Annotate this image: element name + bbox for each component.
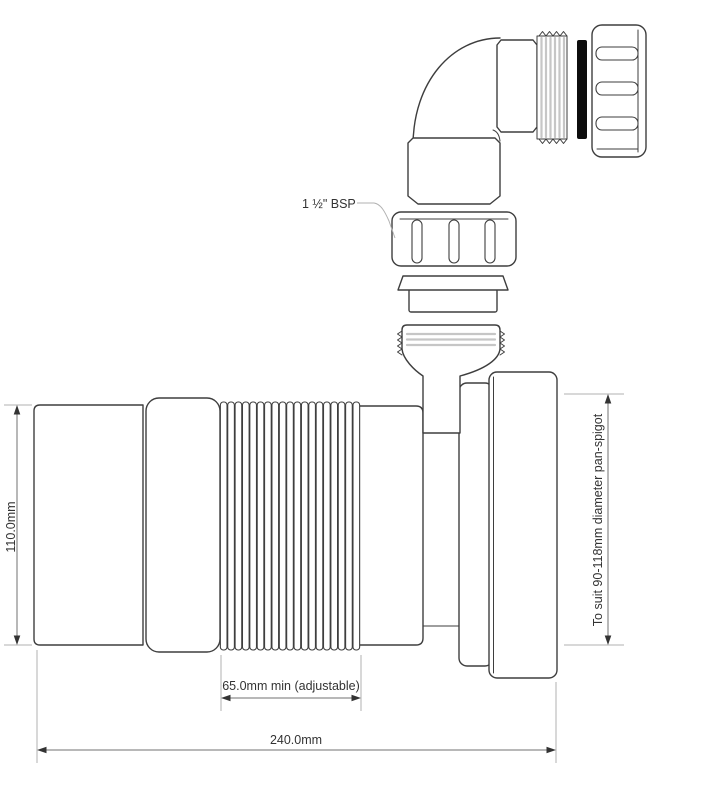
- arrow-left-icon: [37, 747, 47, 754]
- elbow-inlet-socket: [408, 138, 500, 204]
- bellows-rib: [250, 402, 257, 650]
- dimension-height: [4, 405, 32, 645]
- dimension-length: [37, 650, 556, 763]
- hub-seal: [459, 383, 493, 666]
- smooth-pipe-section: [355, 406, 423, 645]
- compression-nut: [592, 25, 646, 157]
- bellows-rib: [338, 402, 345, 650]
- bsp-label: 1 ½" BSP: [302, 197, 356, 211]
- arrow-right-icon: [547, 747, 557, 754]
- dimension-adjustable: [221, 655, 361, 711]
- nut-grip-slot: [596, 82, 638, 95]
- bellows-rib: [228, 402, 235, 650]
- bellows-ribs: [220, 402, 359, 650]
- height-dimension-label: 110.0mm: [4, 501, 18, 553]
- nut-grip-slot: [596, 47, 638, 60]
- bellows-rib: [324, 402, 331, 650]
- bellows-rib: [353, 402, 360, 650]
- exploded-fittings: [392, 212, 516, 312]
- bsp-nut-grip-slot: [485, 220, 495, 263]
- dimension-pan-spigot: [564, 394, 624, 645]
- bellows-rib: [301, 402, 308, 650]
- arrow-right-icon: [352, 695, 362, 702]
- bellows-rib: [220, 402, 227, 650]
- arrow-up-icon: [14, 405, 21, 415]
- pan-connector-body: [34, 325, 557, 678]
- bellows-rib: [316, 402, 323, 650]
- pan-dimension-label: To suit 90-118mm diameter pan-spigot: [591, 413, 605, 627]
- bellows-rib: [279, 402, 286, 650]
- bellows-rib: [235, 402, 242, 650]
- elbow-bend-fill: [413, 38, 500, 146]
- arrow-down-icon: [14, 636, 21, 646]
- arrow-down-icon: [605, 636, 612, 646]
- length-dimension-label: 240.0mm: [269, 733, 323, 747]
- bellows-rib: [294, 402, 301, 650]
- bellows-rib: [346, 402, 353, 650]
- bsp-leader-line: [357, 203, 395, 238]
- adjustable-dimension-label: 65.0mm min (adjustable): [222, 679, 360, 693]
- bellows-rib: [287, 402, 294, 650]
- bsp-nut: [392, 212, 516, 266]
- bellows-rib: [331, 402, 338, 650]
- washer-body: [409, 289, 497, 312]
- bsp-nut-grip-slot: [412, 220, 422, 263]
- elbow-outlet-socket: [497, 40, 537, 132]
- bellows-rib: [309, 402, 316, 650]
- collar-ring: [146, 398, 220, 652]
- seal-washer: [577, 40, 587, 139]
- bellows-rib: [257, 402, 264, 650]
- pan-flange: [489, 372, 557, 678]
- arrow-up-icon: [605, 394, 612, 404]
- thread-serration-top: [539, 32, 567, 37]
- inlet-socket: [34, 405, 143, 645]
- washer-flange: [398, 276, 508, 290]
- tapered-washer: [398, 276, 508, 312]
- bellows-rib: [272, 402, 279, 650]
- arrow-left-icon: [221, 695, 231, 702]
- bellows-rib: [242, 402, 249, 650]
- bellows-rib: [265, 402, 272, 650]
- elbow-assembly: [408, 25, 646, 204]
- nut-grip-slot: [596, 117, 638, 130]
- elbow-thread-section: [537, 32, 567, 144]
- bsp-nut-grip-slot: [449, 220, 459, 263]
- thread-serration-bottom: [539, 139, 567, 144]
